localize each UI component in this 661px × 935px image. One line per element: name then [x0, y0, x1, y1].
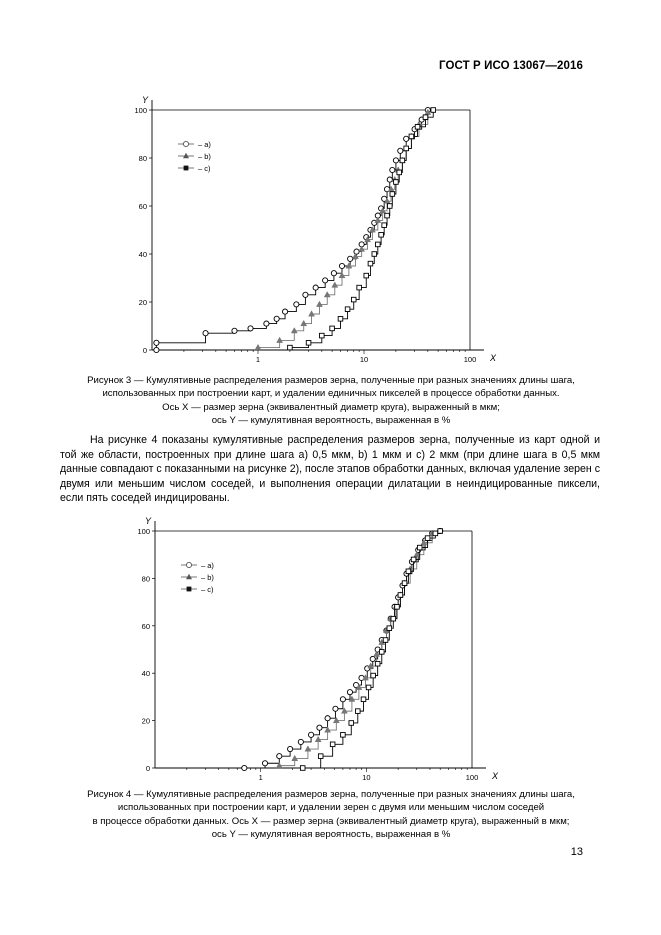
x-tick-label: 100	[463, 355, 477, 364]
legend-label: – b)	[198, 152, 211, 161]
caption-line: использованных при построении карт, и удалении единичных пикселей в процессе обработки данных.	[102, 388, 560, 400]
series-2-point	[406, 569, 411, 574]
series-2-point	[387, 204, 392, 209]
series-2-point	[397, 170, 402, 175]
series-0-point	[317, 725, 322, 730]
figure-3-chart	[0, 90, 661, 365]
series-0-point	[294, 302, 299, 307]
legend-label: – c)	[201, 585, 214, 594]
standard-header: ГОСТ Р ИСО 13067—2016	[438, 60, 583, 72]
series-0-point	[264, 321, 269, 326]
x-tick-label: 10	[359, 355, 369, 364]
legend-marker	[184, 166, 189, 171]
series-1-point	[292, 755, 298, 760]
y-tick-label: 100	[137, 527, 150, 536]
series-1-point	[375, 217, 381, 222]
body-paragraph	[60, 433, 600, 506]
series-2-point	[351, 297, 356, 302]
y-axis-label: Y	[141, 95, 149, 105]
figure-4-chart	[0, 508, 661, 788]
y-tick-label: 80	[141, 574, 150, 584]
series-0-point	[298, 739, 303, 744]
series-0-point	[242, 765, 247, 770]
series-1-point	[346, 263, 352, 268]
series-0-point	[348, 256, 353, 261]
series-1-point	[316, 301, 322, 306]
series-2-point	[402, 581, 407, 586]
series-2-point	[398, 593, 403, 598]
series-2-point	[375, 661, 380, 666]
x-axis-label: X	[490, 353, 497, 363]
series-2-point	[409, 134, 414, 139]
series-2-point	[368, 261, 373, 266]
series-0-point	[232, 328, 237, 333]
caption-line: Рисунок 3 — Кумулятивные распределения размеров зерна, полученные при разных значениях длины шага,	[87, 375, 575, 386]
caption-line: ось Y — кумулятивная вероятность, выраженная в %	[211, 829, 451, 841]
y-tick-label: 20	[141, 716, 150, 726]
series-2-point	[385, 213, 390, 218]
series-2-point	[390, 192, 395, 197]
legend-marker	[183, 153, 189, 158]
x-tick-label: 1	[255, 355, 261, 364]
series-2-point	[372, 252, 377, 257]
series-0-point	[339, 263, 344, 268]
series-0-point	[331, 271, 336, 276]
series-0-point	[288, 746, 293, 751]
series-0-point	[262, 761, 267, 766]
series-0-point	[387, 177, 392, 182]
page-number: 13	[570, 846, 583, 858]
series-2-point	[288, 345, 293, 350]
y-tick-label: 20	[138, 298, 147, 307]
series-2-point	[338, 317, 343, 322]
series-2-point	[404, 146, 409, 151]
series-0-point	[325, 716, 330, 721]
y-tick-label: 40	[141, 669, 150, 679]
series-2-point	[415, 125, 420, 130]
caption-line: в процессе обработки данных. Ось X — размер зерна (эквивалентный диаметр круга), выраженный в мкм;	[92, 815, 570, 827]
series-2-point	[379, 233, 384, 238]
series-2-point	[400, 158, 405, 163]
legend-label: – c)	[198, 164, 211, 173]
series-2-point	[300, 766, 305, 771]
series-0-point	[313, 285, 318, 290]
series-2-point	[438, 529, 443, 534]
x-axis-label: X	[492, 771, 499, 781]
x-tick-label: 100	[465, 773, 479, 782]
y-axis-label: Y	[144, 516, 152, 526]
caption-line: использованных при построении карт, и удалении зерен с двумя или меньшим числом соседей	[117, 802, 545, 814]
series-0-point	[323, 278, 328, 283]
series-1-point	[277, 337, 283, 342]
y-tick-label: 100	[134, 106, 147, 115]
series-0-point	[308, 732, 313, 737]
series-2-point	[330, 742, 335, 747]
series-2-point	[423, 115, 428, 120]
x-tick-label: 1	[258, 773, 263, 782]
series-2-point	[417, 545, 422, 550]
series-1-point	[305, 746, 311, 751]
series-2-point	[376, 242, 381, 247]
series-1-point	[309, 311, 315, 316]
x-tick-label: 10	[362, 773, 371, 782]
y-tick-label: 60	[138, 202, 147, 211]
series-2-point	[433, 531, 438, 536]
series-1-point	[332, 282, 338, 287]
y-tick-label: 60	[141, 621, 150, 631]
series-2-point	[330, 326, 335, 331]
legend-marker	[183, 141, 188, 146]
series-0-point	[277, 754, 282, 759]
series-2-point	[341, 733, 346, 738]
series-1-point	[255, 344, 261, 349]
series-2-line	[303, 531, 440, 768]
caption-line: ось Y — кумулятивная вероятность, выраженная в %	[211, 415, 451, 427]
legend-label: – a)	[198, 140, 211, 149]
series-0-point	[274, 316, 279, 321]
series-2-point	[361, 697, 366, 702]
series-1-point	[359, 246, 365, 251]
series-0-point	[390, 167, 395, 172]
series-2-point	[318, 754, 323, 759]
legend-label: – a)	[201, 561, 214, 570]
series-2-point	[379, 650, 384, 655]
series-2-point	[394, 180, 399, 185]
caption-line: Рисунок 4 — Кумулятивные распределения размеров зерна, полученные при разных значениях длины шага,	[87, 789, 575, 800]
series-2-point	[306, 341, 311, 346]
legend-marker	[187, 587, 192, 592]
caption-line: Ось X — размер зерна (эквивалентный диаметр круга), выраженный в мкм;	[162, 401, 500, 413]
series-2-point	[320, 333, 325, 338]
series-2-point	[382, 223, 387, 228]
series-2-point	[371, 673, 376, 678]
series-0-point	[154, 340, 159, 345]
legend-marker	[186, 574, 192, 579]
series-2-point	[395, 605, 400, 610]
figure-3-caption	[60, 374, 602, 428]
series-2-point	[364, 273, 369, 278]
series-1-point	[315, 736, 321, 741]
series-0-point	[404, 136, 409, 141]
series-2-point	[366, 685, 371, 690]
series-0-point	[154, 347, 159, 352]
series-0-point	[393, 158, 398, 163]
legend-label: – b)	[201, 573, 214, 582]
series-0-point	[203, 331, 208, 336]
figure-4-caption	[60, 788, 602, 842]
series-2-point	[349, 721, 354, 726]
series-2-point	[345, 307, 350, 312]
series-0-point	[303, 292, 308, 297]
series-0-point	[333, 706, 338, 711]
legend-marker	[186, 562, 191, 567]
series-0-point	[370, 656, 375, 661]
series-2-point	[355, 709, 360, 714]
series-0-point	[282, 309, 287, 314]
series-0-point	[340, 697, 345, 702]
series-0-point	[248, 326, 253, 331]
y-tick-label: 40	[138, 250, 147, 259]
y-tick-label: 0	[142, 346, 147, 355]
paragraph-text: На рисунке 4 показаны кумулятивные распределения размеров зерна, полученные из карт одной и той же области, построенных при длине шага a) 0,5 мкм, b) 1 мкм и c) 2 мкм (при длине шага в 0,5 мкм данные совпадают с показанными на рисунке 2), после этапов обработки данных, включая удаление зерен с двумя или меньшим числом соседей, и выполнения операции дилатации в неиндицированные пиксели, если пять соседей индицированы.	[60, 434, 600, 504]
series-2-point	[425, 536, 430, 541]
series-2-point	[431, 108, 436, 113]
series-2-point	[411, 557, 416, 562]
series-2-point	[357, 285, 362, 290]
series-2-point	[391, 616, 396, 621]
series-1-point	[301, 320, 307, 325]
series-1-point	[291, 328, 297, 333]
y-tick-label: 0	[145, 764, 150, 773]
series-0-point	[347, 690, 352, 695]
series-1-point	[324, 292, 330, 297]
y-tick-label: 80	[138, 154, 147, 163]
series-0-point	[398, 148, 403, 153]
series-2-point	[387, 626, 392, 631]
series-2-point	[383, 638, 388, 643]
